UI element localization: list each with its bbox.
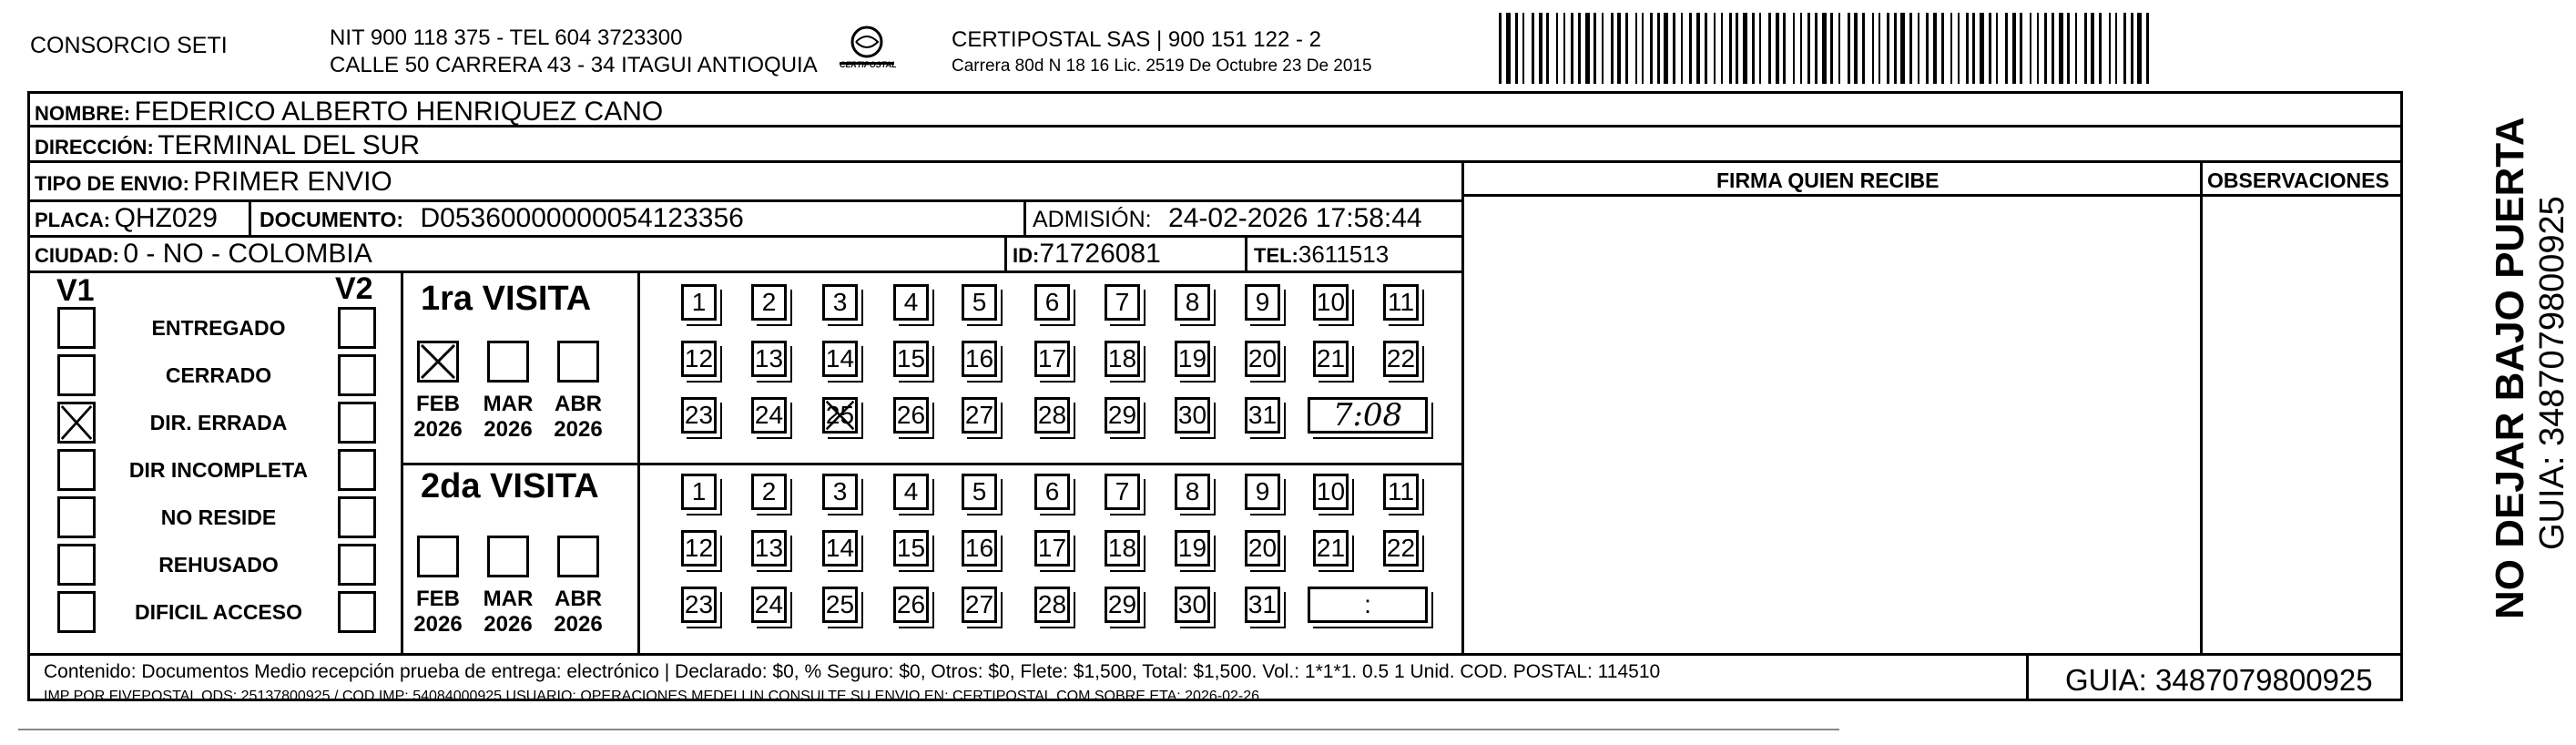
first-day-box[interactable] (893, 397, 929, 434)
first-day-number: 29 (1107, 401, 1137, 429)
second-day-number: 25 (825, 590, 855, 618)
second-day-number: 16 (964, 534, 994, 562)
v1-checkbox[interactable] (57, 354, 96, 396)
second-day-box[interactable] (1034, 530, 1070, 566)
first-day-number: 19 (1177, 344, 1207, 372)
first-day-number: 4 (903, 288, 919, 316)
second-month-year: 2026 (413, 612, 463, 637)
first-day-box[interactable] (1105, 341, 1140, 377)
first-month-label (476, 392, 540, 443)
first-day-number: 15 (896, 344, 926, 372)
second-day-number: 8 (1185, 477, 1200, 505)
placa-label: PLACA: (35, 209, 111, 231)
first-day-box[interactable] (1245, 397, 1280, 434)
certipostal-line1: CERTIPOSTAL SAS | 900 151 122 - 2 (952, 27, 1321, 52)
second-day-number: 19 (1177, 534, 1207, 562)
second-day-box[interactable] (681, 474, 717, 510)
second-day-number: 1 (691, 477, 707, 505)
v2-checkbox[interactable] (338, 354, 376, 396)
first-day-number: 28 (1037, 401, 1067, 429)
second-day-number: 14 (825, 534, 855, 562)
tipo-value: PRIMER ENVIO (193, 167, 392, 197)
second-day-box[interactable] (1245, 587, 1280, 623)
first-time-box[interactable] (1308, 397, 1428, 434)
footer-divider (27, 653, 2403, 656)
first-day-box[interactable] (751, 397, 787, 434)
admision-field (1033, 203, 1422, 234)
second-month-label (406, 587, 470, 638)
first-day-box[interactable] (1175, 284, 1210, 321)
placa-field (35, 203, 218, 234)
v1-checkbox[interactable] (57, 544, 96, 586)
tel-field (1254, 240, 1389, 269)
no-dejar-bajo-puerta: NO DEJAR BAJO PUERTA (2488, 117, 2532, 619)
second-month-name: ABR (555, 587, 602, 611)
tel-label: TEL: (1254, 244, 1298, 267)
v1-label: V1 (56, 273, 95, 308)
second-day-number: 2 (761, 477, 777, 505)
ciudad-field (35, 239, 372, 270)
column-divider (1023, 199, 1026, 236)
footer-guia: GUIA: 3487079800925 (2065, 663, 2373, 697)
first-day-number: 14 (825, 344, 855, 372)
first-day-number: 20 (1247, 344, 1278, 372)
second-month-checkbox[interactable] (557, 536, 599, 577)
direccion-field (35, 130, 420, 161)
nombre-value: FEDERICO ALBERTO HENRIQUEZ CANO (134, 97, 664, 127)
first-day-number: 30 (1177, 401, 1207, 429)
v2-checkbox[interactable] (338, 449, 376, 491)
second-day-box[interactable] (962, 530, 997, 566)
second-day-box[interactable] (1034, 474, 1070, 510)
column-divider (2026, 653, 2029, 701)
first-month-name: MAR (483, 392, 534, 416)
first-day-number: 16 (964, 344, 994, 372)
first-day-box[interactable] (962, 397, 997, 434)
second-day-number: 4 (903, 477, 919, 505)
reason-label: REHUSADO (158, 553, 279, 577)
second-month-year: 2026 (484, 612, 533, 637)
first-day-box[interactable] (893, 284, 929, 321)
second-day-number: 9 (1255, 477, 1270, 505)
second-day-number: 29 (1107, 590, 1137, 618)
v1-checkbox[interactable] (57, 402, 96, 444)
row-divider (1461, 194, 2403, 197)
first-day-number: 22 (1386, 344, 1416, 372)
column-divider (249, 199, 251, 236)
second-day-box[interactable] (1245, 530, 1280, 566)
column-divider (1245, 235, 1247, 271)
observaciones-label: OBSERVACIONES (2207, 168, 2389, 192)
first-day-box[interactable] (1313, 284, 1349, 321)
second-day-number: 21 (1316, 534, 1346, 562)
first-day-number: 1 (691, 288, 707, 316)
second-day-number: 10 (1316, 477, 1346, 505)
row-divider (27, 235, 1464, 238)
firma-label: FIRMA QUIEN RECIBE (1716, 168, 1940, 192)
reason-label: DIR. ERRADA (149, 411, 288, 434)
second-day-box[interactable] (822, 474, 858, 510)
second-day-number: 6 (1044, 477, 1060, 505)
first-day-number: 17 (1037, 344, 1067, 372)
column-divider (2200, 160, 2203, 656)
logo-text: CERTIPOSTAL (840, 60, 897, 69)
second-day-number: 22 (1386, 534, 1416, 562)
ciudad-value: 0 - NO - COLOMBIA (123, 239, 372, 269)
second-day-number: 27 (964, 590, 994, 618)
footer-content-line: Contenido: Documentos Medio recepción prueba de entrega: electrónico | Declarado: $0, % Seguro: $0, Otros: $0, Flete: $1,500, Total: $1,500. Vol.: 1*1*1. 0.5 1 Unid. COD. POSTAL: 114510 (44, 661, 1661, 682)
second-day-number: 31 (1247, 590, 1278, 618)
second-day-number: 15 (896, 534, 926, 562)
column-divider (1461, 160, 1464, 656)
second-month-label (476, 587, 540, 638)
first-month-label (546, 392, 610, 443)
second-day-box[interactable] (1034, 587, 1070, 623)
ciudad-label: CIUDAD: (35, 244, 119, 267)
first-month-name: FEB (416, 392, 460, 416)
second-day-number: 24 (754, 590, 784, 618)
second-day-number: 3 (832, 477, 848, 505)
second-day-box[interactable] (893, 530, 929, 566)
first-day-number: 21 (1316, 344, 1346, 372)
second-day-box[interactable] (751, 530, 787, 566)
second-day-number: 20 (1247, 534, 1278, 562)
id-label: ID: (1013, 244, 1040, 267)
first-day-number: 5 (972, 288, 987, 316)
v2-checkbox[interactable] (338, 307, 376, 349)
documento-label: DOCUMENTO: (260, 208, 404, 231)
second-day-box[interactable] (751, 474, 787, 510)
second-month-label (546, 587, 610, 638)
second-day-number: 17 (1037, 534, 1067, 562)
second-day-box[interactable] (1313, 530, 1349, 566)
second-day-box[interactable] (1105, 587, 1140, 623)
first-day-box[interactable] (822, 284, 858, 321)
reason-label: CERRADO (165, 363, 272, 387)
second-day-box[interactable] (962, 474, 997, 510)
second-day-box[interactable] (1175, 530, 1210, 566)
first-month-checkbox[interactable] (417, 341, 459, 383)
second-time-value: : (1364, 590, 1371, 618)
row-divider (27, 270, 1464, 273)
v2-label: V2 (335, 271, 373, 306)
direccion-value: TERMINAL DEL SUR (158, 130, 421, 160)
first-day-number: 8 (1185, 288, 1200, 316)
second-day-box[interactable] (962, 587, 997, 623)
v2-checkbox[interactable] (338, 544, 376, 586)
second-day-box[interactable] (893, 474, 929, 510)
first-day-box[interactable] (681, 397, 717, 434)
second-month-name: MAR (483, 587, 534, 611)
tipo-envio-field (35, 167, 392, 198)
second-day-box[interactable] (681, 530, 717, 566)
column-divider (401, 270, 403, 653)
first-day-number: 9 (1255, 288, 1270, 316)
first-day-number: 18 (1107, 344, 1137, 372)
id-field (1013, 239, 1161, 270)
first-day-box[interactable] (1034, 341, 1070, 377)
company-name: CONSORCIO SETI (30, 33, 228, 58)
row-divider (27, 199, 1464, 202)
signature-area[interactable] (1466, 198, 2196, 649)
first-day-box[interactable] (1383, 341, 1419, 377)
first-day-box[interactable] (822, 341, 858, 377)
first-month-name: ABR (555, 392, 602, 416)
second-day-box[interactable] (1105, 474, 1140, 510)
second-day-box[interactable] (751, 587, 787, 623)
first-day-box[interactable] (751, 284, 787, 321)
v2-checkbox[interactable] (338, 591, 376, 633)
first-day-number: 27 (964, 401, 994, 429)
first-day-number: 2 (761, 288, 777, 316)
tel-value: 3611513 (1298, 240, 1390, 268)
second-day-number: 28 (1037, 590, 1067, 618)
second-time-box[interactable] (1308, 587, 1428, 623)
first-day-number: 3 (832, 288, 848, 316)
first-day-number: 11 (1387, 288, 1415, 316)
second-day-number: 26 (896, 590, 926, 618)
first-visit-title: 1ra VISITA (421, 280, 592, 318)
first-month-year: 2026 (554, 417, 603, 442)
second-day-number: 30 (1177, 590, 1207, 618)
barcode (1499, 13, 2154, 84)
documento-value: D05360000000054123356 (420, 203, 744, 233)
first-day-number: 23 (684, 401, 714, 429)
footer-imp-line: IMP POR FIVEPOSTAL ODS: 25137800925 / COD.IMP: 54084000925 USUARIO: OPERACIONES MEDELLIN CONSULTE SU ENVIO EN: CERTIPOSTAL.COM SOBRE ETA: 2026-02-26 (44, 689, 1259, 704)
first-day-box[interactable] (1105, 284, 1140, 321)
column-divider (1004, 235, 1007, 271)
documento-field (260, 203, 744, 234)
first-day-number: 12 (684, 344, 714, 372)
visit-divider (401, 463, 1464, 465)
v1-checkbox[interactable] (57, 591, 96, 633)
address-line: CALLE 50 CARRERA 43 - 34 ITAGUI ANTIOQUIA (330, 53, 818, 77)
first-day-box[interactable] (1105, 397, 1140, 434)
second-day-box[interactable] (1383, 474, 1419, 510)
side-guia: GUIA: 3487079800925 (2533, 196, 2571, 550)
second-day-number: 18 (1107, 534, 1137, 562)
second-month-name: FEB (416, 587, 460, 611)
second-day-number: 11 (1387, 477, 1415, 505)
first-month-checkbox[interactable] (487, 341, 529, 383)
first-day-box[interactable] (1245, 341, 1280, 377)
tipo-label: TIPO DE ENVIO: (35, 172, 189, 195)
first-day-box[interactable] (1175, 341, 1210, 377)
second-day-box[interactable] (1175, 474, 1210, 510)
bottom-edge (18, 729, 1839, 730)
first-month-year: 2026 (413, 417, 463, 442)
admision-value: 24-02-2026 17:58:44 (1168, 203, 1422, 233)
second-day-number: 7 (1115, 477, 1130, 505)
first-day-box[interactable] (1313, 341, 1349, 377)
v2-checkbox[interactable] (338, 496, 376, 538)
second-month-checkbox[interactable] (487, 536, 529, 577)
nombre-label: NOMBRE: (35, 102, 131, 125)
reason-label: DIFICIL ACCESO (134, 600, 302, 624)
first-day-box[interactable] (893, 341, 929, 377)
v1-checkbox[interactable] (57, 307, 96, 349)
first-day-box[interactable] (962, 341, 997, 377)
first-day-number: 25 (825, 401, 855, 429)
placa-value: QHZ029 (114, 203, 218, 233)
first-time-value: 7:08 (1332, 397, 1403, 434)
first-month-label (406, 392, 470, 443)
second-day-box[interactable] (681, 587, 717, 623)
certipostal-logo (836, 24, 898, 77)
first-day-number: 10 (1316, 288, 1346, 316)
first-day-box[interactable] (1245, 284, 1280, 321)
second-day-box[interactable] (822, 587, 858, 623)
second-day-number: 5 (972, 477, 987, 505)
first-month-checkbox[interactable] (557, 341, 599, 383)
observations-area[interactable] (2204, 198, 2399, 649)
first-day-box[interactable] (1175, 397, 1210, 434)
first-day-number: 7 (1115, 288, 1130, 316)
column-divider (637, 270, 640, 653)
second-day-box[interactable] (1383, 530, 1419, 566)
second-day-number: 23 (684, 590, 714, 618)
second-day-box[interactable] (893, 587, 929, 623)
first-day-box[interactable] (1034, 284, 1070, 321)
first-day-box[interactable] (1383, 284, 1419, 321)
v1-checkbox[interactable] (57, 449, 96, 491)
reason-label: DIR INCOMPLETA (128, 458, 309, 482)
admision-label: ADMISIÓN: (1033, 207, 1152, 232)
first-day-box[interactable] (962, 284, 997, 321)
second-month-checkbox[interactable] (417, 536, 459, 577)
second-day-box[interactable] (1175, 587, 1210, 623)
first-day-number: 26 (896, 401, 926, 429)
v1-checkbox[interactable] (57, 496, 96, 538)
id-value: 71726081 (1039, 239, 1161, 269)
first-day-box[interactable] (822, 397, 858, 434)
first-day-box[interactable] (751, 341, 787, 377)
first-day-number: 13 (754, 344, 784, 372)
first-day-number: 31 (1247, 401, 1278, 429)
second-month-year: 2026 (554, 612, 603, 637)
second-day-box[interactable] (1105, 530, 1140, 566)
direccion-label: DIRECCIÓN: (35, 136, 154, 158)
first-day-number: 24 (754, 401, 784, 429)
reason-label: ENTREGADO (151, 316, 286, 340)
second-day-box[interactable] (1313, 474, 1349, 510)
first-day-box[interactable] (681, 341, 717, 377)
nombre-field (35, 97, 663, 128)
nit-line: NIT 900 118 375 - TEL 604 3723300 (330, 26, 683, 50)
v2-checkbox[interactable] (338, 402, 376, 444)
second-day-box[interactable] (1245, 474, 1280, 510)
first-day-number: 6 (1044, 288, 1060, 316)
second-day-number: 13 (754, 534, 784, 562)
first-month-year: 2026 (484, 417, 533, 442)
second-day-number: 12 (684, 534, 714, 562)
second-visit-title: 2da VISITA (421, 467, 599, 505)
first-day-box[interactable] (1034, 397, 1070, 434)
reason-label: NO RESIDE (160, 505, 277, 529)
first-day-box[interactable] (681, 284, 717, 321)
certipostal-line2: Carrera 80d N 18 16 Lic. 2519 De Octubre 23 De 2015 (952, 56, 1372, 76)
second-day-box[interactable] (822, 530, 858, 566)
